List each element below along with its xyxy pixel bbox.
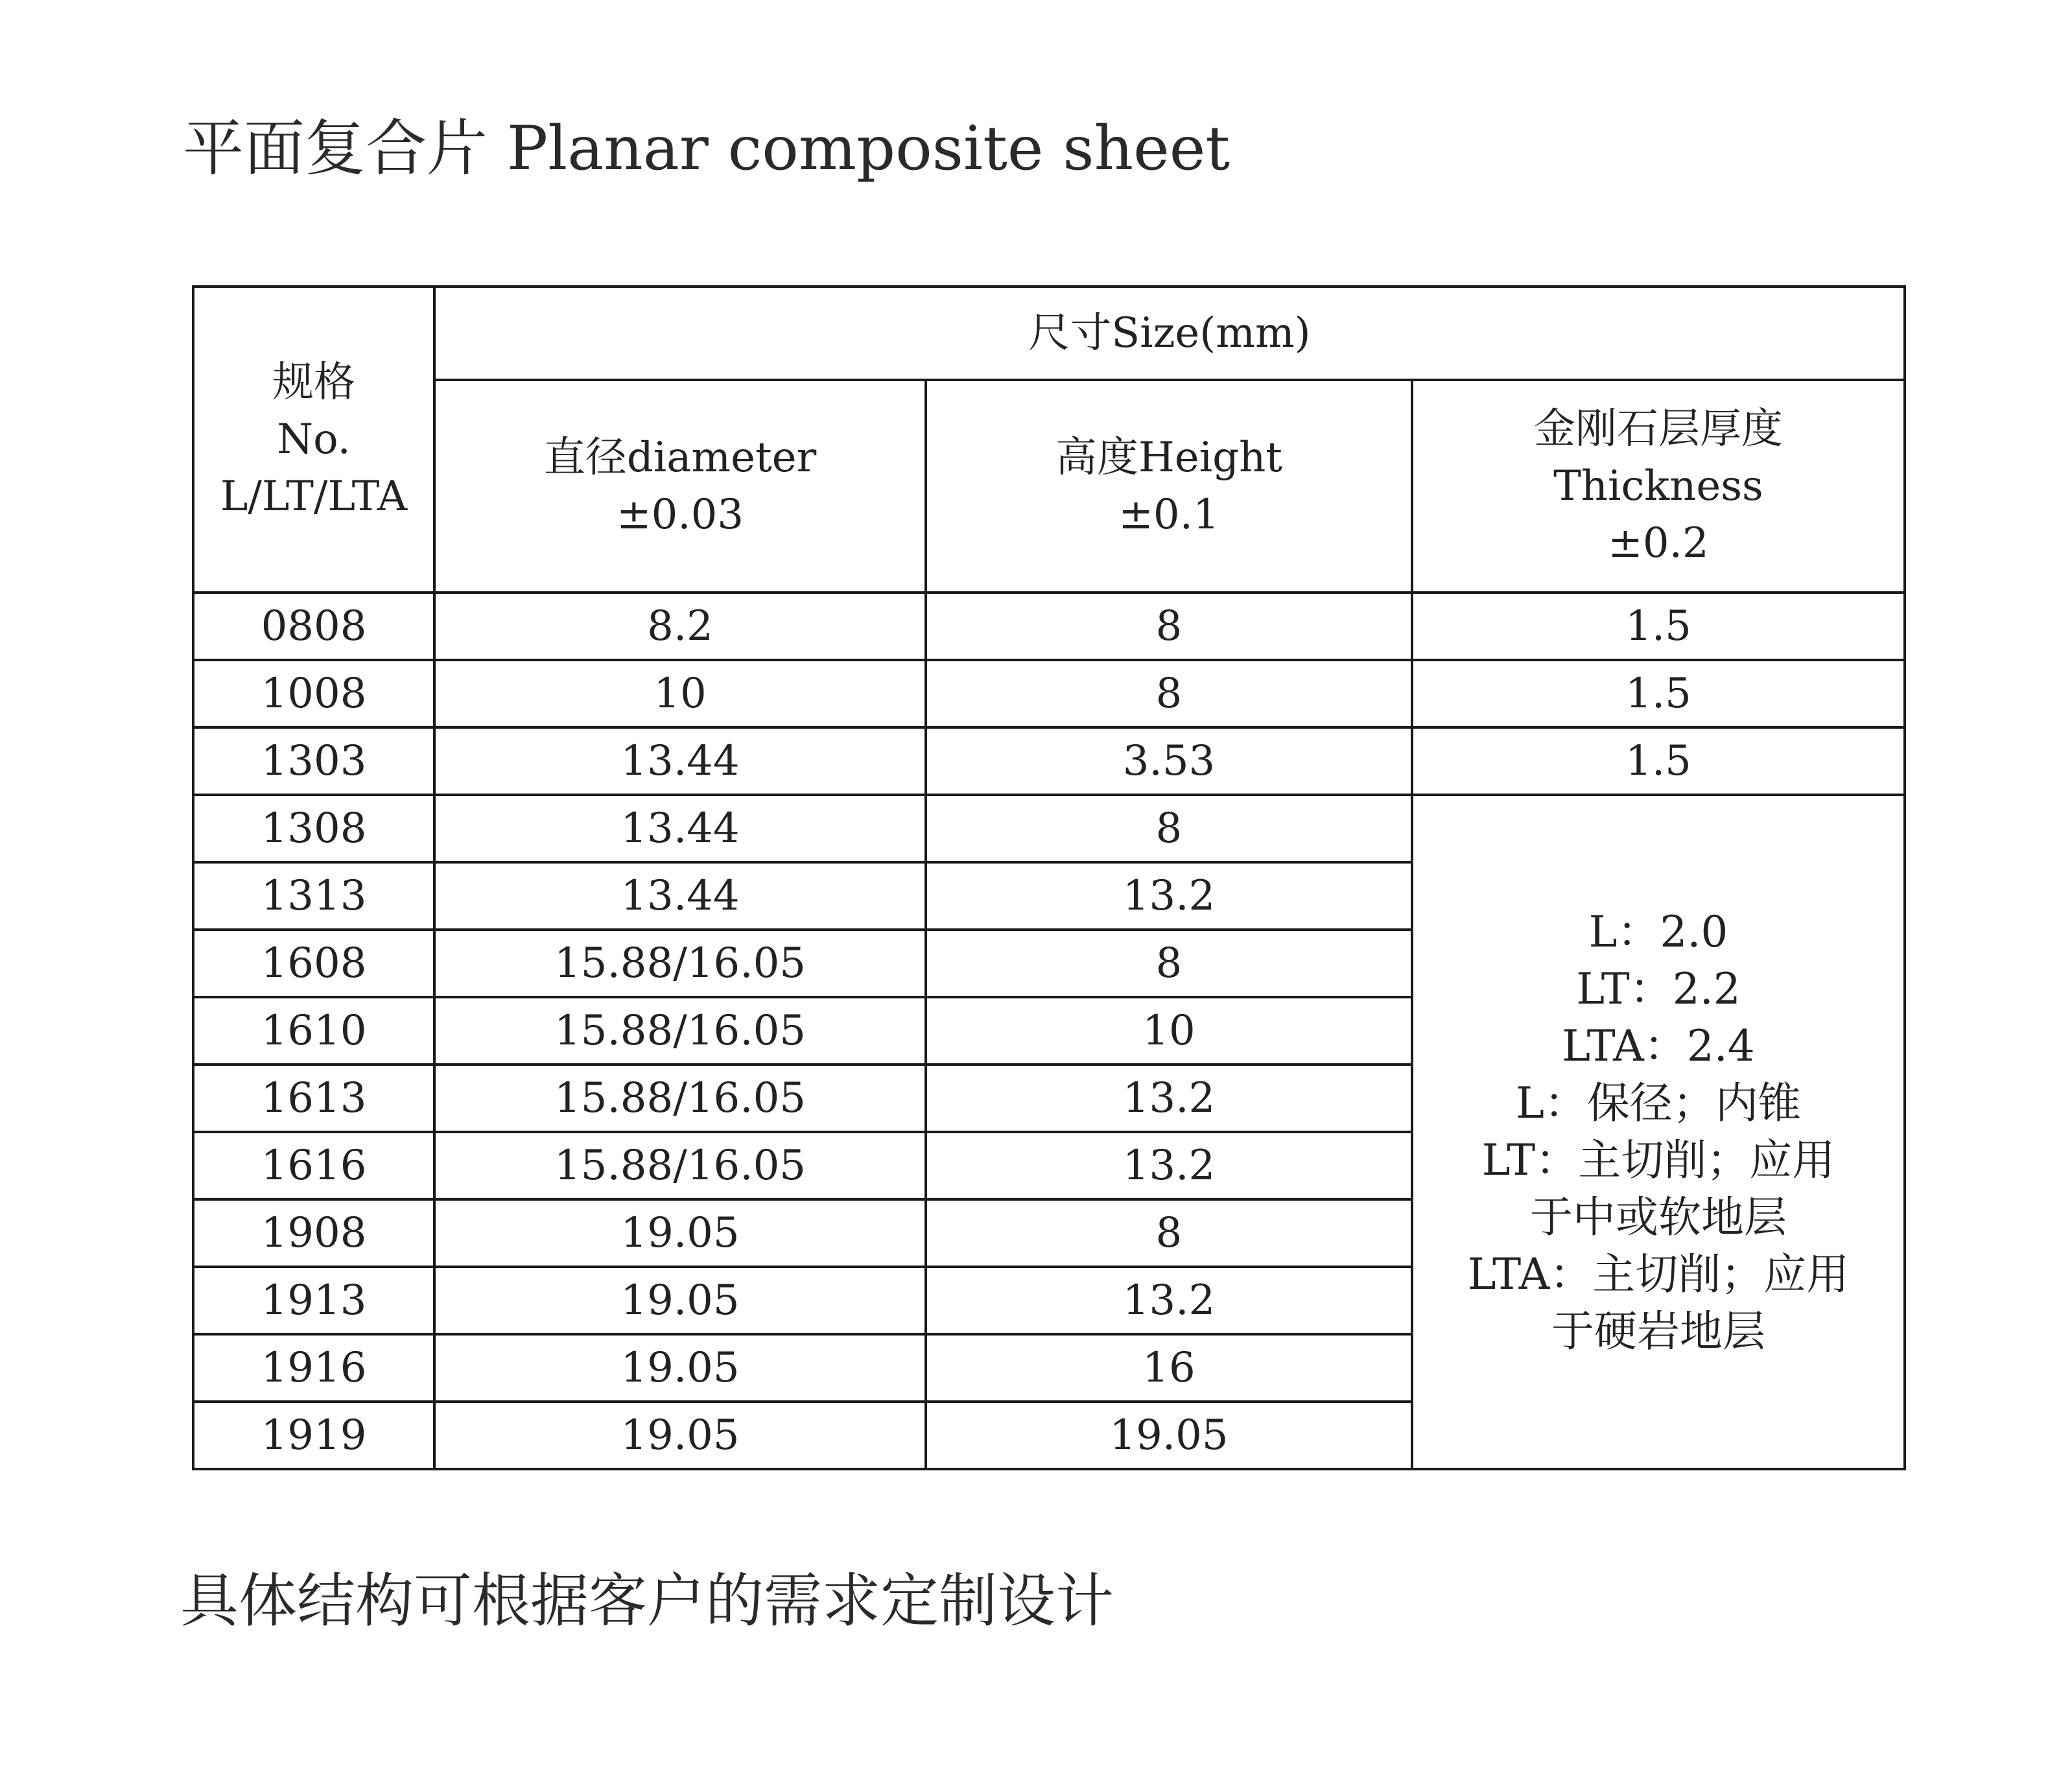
thickness-note-line: L：保径；内锥 xyxy=(1516,1078,1801,1128)
diameter-header-line: ±0.03 xyxy=(616,491,744,539)
thickness-header-line: Thickness xyxy=(1553,462,1763,510)
height-cell: 8 xyxy=(926,930,1412,997)
height-cell: 19.05 xyxy=(926,1402,1412,1469)
spec-cell: 1616 xyxy=(193,1132,434,1199)
diameter-cell: 10 xyxy=(434,660,926,727)
diameter-cell: 19.05 xyxy=(434,1199,926,1267)
height-header-line: 高度Height xyxy=(1055,434,1283,482)
thickness-cell: 1.5 xyxy=(1412,593,1905,660)
table-row xyxy=(193,660,1905,727)
thickness-note-line: 于硬岩地层 xyxy=(1551,1306,1765,1356)
spec-cell: 1613 xyxy=(193,1065,434,1132)
diameter-cell: 15.88/16.05 xyxy=(434,997,926,1065)
diameter-cell: 19.05 xyxy=(434,1402,926,1469)
thickness-cell: 1.5 xyxy=(1412,660,1905,727)
height-cell: 10 xyxy=(926,997,1412,1065)
spec-cell: 1913 xyxy=(193,1267,434,1334)
height-cell: 13.2 xyxy=(926,862,1412,930)
spec-cell: 1919 xyxy=(193,1402,434,1469)
diameter-cell: 8.2 xyxy=(434,593,926,660)
diameter-cell: 13.44 xyxy=(434,862,926,930)
header-row-group xyxy=(193,287,1905,380)
height-cell: 13.2 xyxy=(926,1267,1412,1334)
height-cell: 8 xyxy=(926,795,1412,862)
diameter-cell: 15.88/16.05 xyxy=(434,930,926,997)
spec-cell: 1008 xyxy=(193,660,434,727)
table-row xyxy=(193,795,1905,862)
spec-header-line: 规格 xyxy=(272,359,355,406)
height-cell: 13.2 xyxy=(926,1065,1412,1132)
height-cell: 8 xyxy=(926,1199,1412,1267)
height-cell: 8 xyxy=(926,593,1412,660)
header-row-sub xyxy=(193,380,1905,593)
thickness-note-line: LTA：主切削；应用 xyxy=(1467,1249,1850,1299)
spec-cell: 1608 xyxy=(193,930,434,997)
spec-cell: 1313 xyxy=(193,862,434,930)
thickness-header-line: ±0.2 xyxy=(1608,519,1709,567)
size-group-header: 尺寸Size(mm) xyxy=(434,287,1905,380)
diameter-cell: 13.44 xyxy=(434,727,926,795)
thickness-header-line: 金刚石层厚度 xyxy=(1534,405,1783,453)
spec-cell: 1303 xyxy=(193,727,434,795)
spec-cell: 1908 xyxy=(193,1199,434,1267)
diameter-cell: 13.44 xyxy=(434,795,926,862)
spec-table xyxy=(192,285,1906,1470)
table-row xyxy=(193,593,1905,660)
height-header-line: ±0.1 xyxy=(1118,491,1219,539)
spec-cell: 1916 xyxy=(193,1334,434,1402)
spec-cell: 1610 xyxy=(193,997,434,1065)
customization-note: 具体结构可根据客户的需求定制设计 xyxy=(180,1567,1114,1635)
diameter-header-line: 直径diameter xyxy=(543,434,817,482)
diameter-cell: 15.88/16.05 xyxy=(434,1065,926,1132)
spec-cell: 0808 xyxy=(193,593,434,660)
spec-column-header xyxy=(193,287,434,593)
height-cell: 13.2 xyxy=(926,1132,1412,1199)
diameter-column-header xyxy=(434,380,926,593)
height-cell: 16 xyxy=(926,1334,1412,1402)
diameter-cell: 19.05 xyxy=(434,1334,926,1402)
diameter-cell: 19.05 xyxy=(434,1267,926,1334)
thickness-note-line: LT：2.2 xyxy=(1576,964,1741,1014)
thickness-note-line: L：2.0 xyxy=(1588,907,1728,957)
spec-header-line: No. xyxy=(277,416,351,464)
thickness-note-line: LT：主切削；应用 xyxy=(1481,1135,1835,1185)
diameter-cell: 15.88/16.05 xyxy=(434,1132,926,1199)
spec-cell: 1308 xyxy=(193,795,434,862)
table-row xyxy=(193,727,1905,795)
thickness-note-line: LTA：2.4 xyxy=(1562,1021,1755,1071)
height-cell: 8 xyxy=(926,660,1412,727)
thickness-note-line: 于中或软地层 xyxy=(1530,1192,1787,1242)
spec-header-line: L/LT/LTA xyxy=(220,473,408,521)
merged-thickness-notes-cell xyxy=(1412,795,1905,1469)
page-title: 平面复合片 Planar composite sheet xyxy=(183,113,1230,184)
thickness-column-header xyxy=(1412,380,1905,593)
height-column-header xyxy=(926,380,1412,593)
thickness-cell: 1.5 xyxy=(1412,727,1905,795)
height-cell: 3.53 xyxy=(926,727,1412,795)
